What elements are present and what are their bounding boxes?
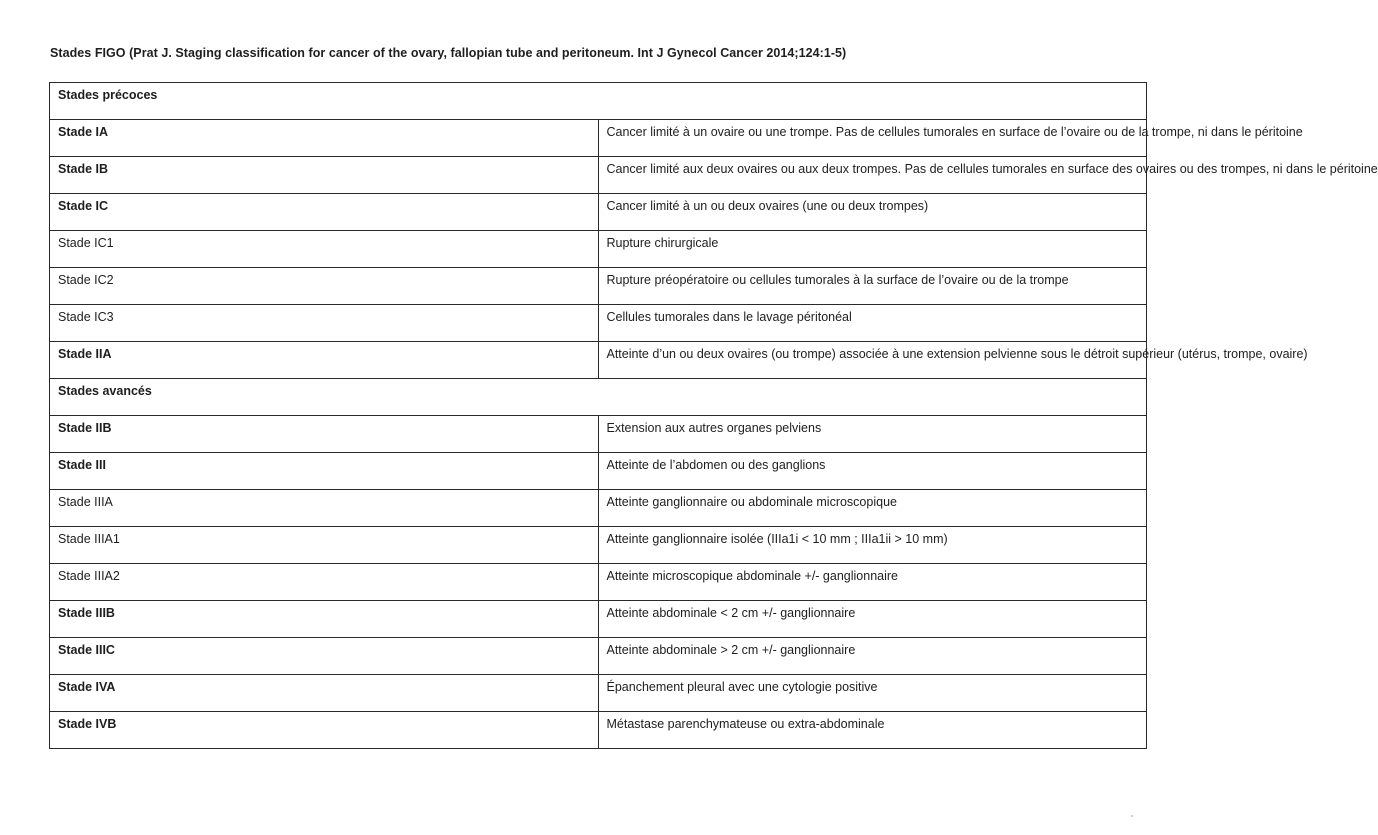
table-row [50, 712, 1147, 749]
section-header: Stades précoces [50, 83, 1147, 120]
figo-staging-table [49, 82, 1378, 749]
table-row [50, 527, 1147, 564]
document-title: Stades FIGO (Prat J. Staging classification for cancer of the ovary, fallopian tube and peritoneum. Int J Gynecol Cancer 2014;124:1-5) [50, 46, 847, 60]
description-cell: Atteinte ganglionnaire ou abdominale microscopique [598, 490, 1147, 527]
description-cell: Métastase parenchymateuse ou extra-abdominale [598, 712, 1147, 749]
stage-cell: Stade IC2 [50, 268, 599, 305]
stage-cell: Stade IIA [50, 342, 599, 379]
stage-cell: Stade IIIA [50, 490, 599, 527]
table-row [50, 342, 1147, 379]
section-header: Stades avancés [50, 379, 1147, 416]
stage-cell: Stade IC [50, 194, 599, 231]
description-cell: Extension aux autres organes pelviens [598, 416, 1147, 453]
table-row [50, 194, 1147, 231]
description-cell: Atteinte d’un ou deux ovaires (ou trompe) associée à une extension pelvienne sous le détroit supérieur (utérus, trompe, ovaire) [598, 342, 1147, 379]
table-row [50, 157, 1147, 194]
table-row [50, 453, 1147, 490]
table-row [50, 638, 1147, 675]
description-cell: Atteinte abdominale > 2 cm +/- ganglionnaire [598, 638, 1147, 675]
stage-cell: Stade III [50, 453, 599, 490]
table-row [50, 305, 1147, 342]
description-cell: Atteinte de l’abdomen ou des ganglions [598, 453, 1147, 490]
stage-cell: Stade IVB [50, 712, 599, 749]
description-cell: Épanchement pleural avec une cytologie positive [598, 675, 1147, 712]
description-cell: Atteinte ganglionnaire isolée (IIIa1i < 10 mm ; IIIa1ii > 10 mm) [598, 527, 1147, 564]
stage-cell: Stade IIB [50, 416, 599, 453]
description-cell: Rupture préopératoire ou cellules tumorales à la surface de l’ovaire ou de la trompe [598, 268, 1147, 305]
description-cell: Rupture chirurgicale [598, 231, 1147, 268]
description-cell: Atteinte microscopique abdominale +/- ganglionnaire [598, 564, 1147, 601]
description-cell: Cancer limité aux deux ovaires ou aux deux trompes. Pas de cellules tumorales en surface des ovaires ou des trompes, ni dans le péritoine [598, 157, 1147, 194]
description-cell: Cellules tumorales dans le lavage péritonéal [598, 305, 1147, 342]
stage-cell: Stade IIIB [50, 601, 599, 638]
stage-cell: Stade IIIC [50, 638, 599, 675]
table-row [50, 490, 1147, 527]
table-row [50, 564, 1147, 601]
scan-artifact [1131, 815, 1133, 817]
stage-cell: Stade IC1 [50, 231, 599, 268]
table-row [50, 416, 1147, 453]
table-row [50, 601, 1147, 638]
table-row [50, 231, 1147, 268]
table-row [50, 120, 1147, 157]
section-header-row [50, 83, 1147, 120]
stage-cell: Stade IIIA2 [50, 564, 599, 601]
stage-cell: Stade IC3 [50, 305, 599, 342]
description-cell: Cancer limité à un ovaire ou une trompe. Pas de cellules tumorales en surface de l’ovaire ou de la trompe, ni dans le péritoine [598, 120, 1147, 157]
description-cell: Atteinte abdominale < 2 cm +/- ganglionnaire [598, 601, 1147, 638]
staging-table-body [50, 83, 1378, 749]
stage-cell: Stade IB [50, 157, 599, 194]
table-row [50, 675, 1147, 712]
stage-cell: Stade IA [50, 120, 599, 157]
table-row [50, 268, 1147, 305]
stage-cell: Stade IVA [50, 675, 599, 712]
section-header-row [50, 379, 1147, 416]
description-cell: Cancer limité à un ou deux ovaires (une ou deux trompes) [598, 194, 1147, 231]
stage-cell: Stade IIIA1 [50, 527, 599, 564]
